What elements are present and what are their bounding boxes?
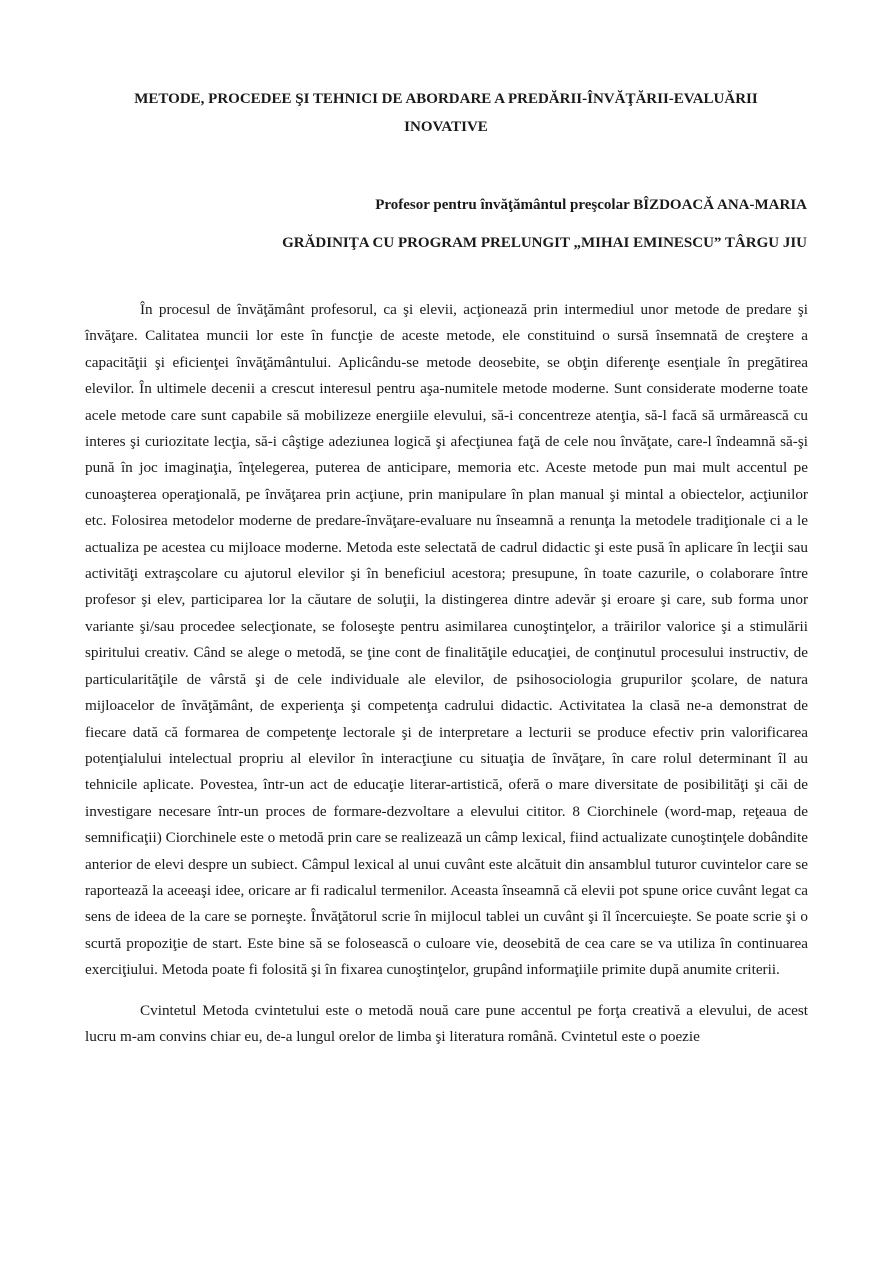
institution-name: GRĂDINIŢA CU PROGRAM PRELUNGIT „MIHAI EMINESCU” TÂRGU JIU bbox=[282, 235, 807, 251]
title-line-1: METODE, PROCEDEE ŞI TEHNICI DE ABORDARE A PREDĂRII-ÎNVĂŢĂRII-EVALUĂRII bbox=[134, 91, 758, 107]
title-line-2: INOVATIVE bbox=[404, 119, 488, 135]
author-name: Profesor pentru învăţământul preşcolar BÎZDOACĂ ANA-MARIA bbox=[375, 197, 807, 213]
body-text bbox=[85, 297, 808, 1064]
paragraph: În procesul de învăţământ profesorul, ca şi elevii, acţionează prin intermediul unor metode de predare şi învăţare. Calitatea muncii lor este în funcţie de aceste metode, ele constituind o sursă însemnată de creştere a capacităţii şi eficienţei învăţământului. Aplicându-se metode deosebite, se obţin diferenţe esenţiale în pregătirea elevilor. În ultimele decenii a crescut interesul pentru aşa-numitele metode moderne. Sunt considerate moderne toate acele metode care sunt capabile să mobilizeze energiile elevului, să-i concentreze atenţia, să-l facă să urmărească cu interes şi curiozitate lecţia, să-i câştige adeziunea logică şi afecţiunea faţă de cele nou învăţate, care-l îndeamnă să-şi pună în joc imaginaţia, înţelegerea, puterea de anticipare, memoria etc. Aceste metode pun mai mult accentul pe cunoaşterea operaţională, pe învăţarea prin acţiune, prin manipulare în plan manual şi mintal a obiectelor, acţiunilor etc. Folosirea metodelor moderne de predare-învăţare-evaluare nu înseamnă a renunţa la metodele tradiţionale ci a le actualiza pe acestea cu mijloace moderne. Metoda este selectată de cadrul didactic şi este pusă în aplicare în lecţii sau activităţi extraşcolare cu ajutorul elevilor şi în beneficiul acestora; presupune, în toate cazurile, o colaborare între profesor şi elev, participarea lor la căutare de soluţii, la distingerea dintre adevăr şi eroare şi care, sub forma unor variante şi/sau procedee selecţionate, se foloseşte pentru asimilarea cunoştinţelor, a trăirilor valorice şi a stimulării spiritului creativ. Când se alege o metodă, se ţine cont de finalităţile educaţiei, de conţinutul procesului instructiv, de particularităţile de vârstă şi de cele individuale ale elevilor, de psihosociologia grupurilor şcolare, de natura mijloacelor de învăţământ, de experienţa şi competenţa cadrului didactic. Activitatea la clasă ne-a demonstrat de fiecare dată că formarea de competenţe lectorale şi de interpretare a lecturii se produce efectiv prin valorificarea potenţialului intelectual propriu al elevilor în interacţiune cu situaţia de învăţare, în care rolul determinant îl au tehnicile aplicate. Povestea, într-un act de educaţie literar-artistică, oferă o mare diversitate de posibilităţi şi căi de investigare necesare într-un proces de formare-dezvoltare a elevului cititor. 8 Ciorchinele (word-map, reţeaua de semnificaţii) Ciorchinele este o metodă prin care se realizează un câmp lexical, fiind actualizate cunoştinţele dobândite anterior de elevi despre un subiect. Câmpul lexical al unui cuvânt este alcătuit din ansamblul tuturor cuvintelor care se raportează la aceeaşi idee, oricare ar fi radicalul termenilor. Aceasta înseamnă că elevii pot spune orice cuvânt legat ca sens de ideea de la care se porneşte. Învăţătorul scrie în mijlocul tablei un cuvânt şi îl încercuieşte. Se poate scrie şi o scurtă propoziţie de start. Este bine să se folosească o culoare vie, deosebită de cea care se va utiliza în continuarea exerciţiului. Metoda poate fi folosită şi în fixarea cunoştinţelor, grupând informaţiile primite după anumite criterii. bbox=[85, 301, 808, 979]
document-title bbox=[60, 85, 832, 141]
paragraph: Cvintetul Metoda cvintetului este o metodă nouă care pune accentul pe forţa creativă a elevului, de acest lucru m-am convins chiar eu, de-a lungul orelor de limba şi literatura română. Cvintetul este o poezie bbox=[85, 1001, 808, 1045]
author-block bbox=[282, 186, 807, 262]
